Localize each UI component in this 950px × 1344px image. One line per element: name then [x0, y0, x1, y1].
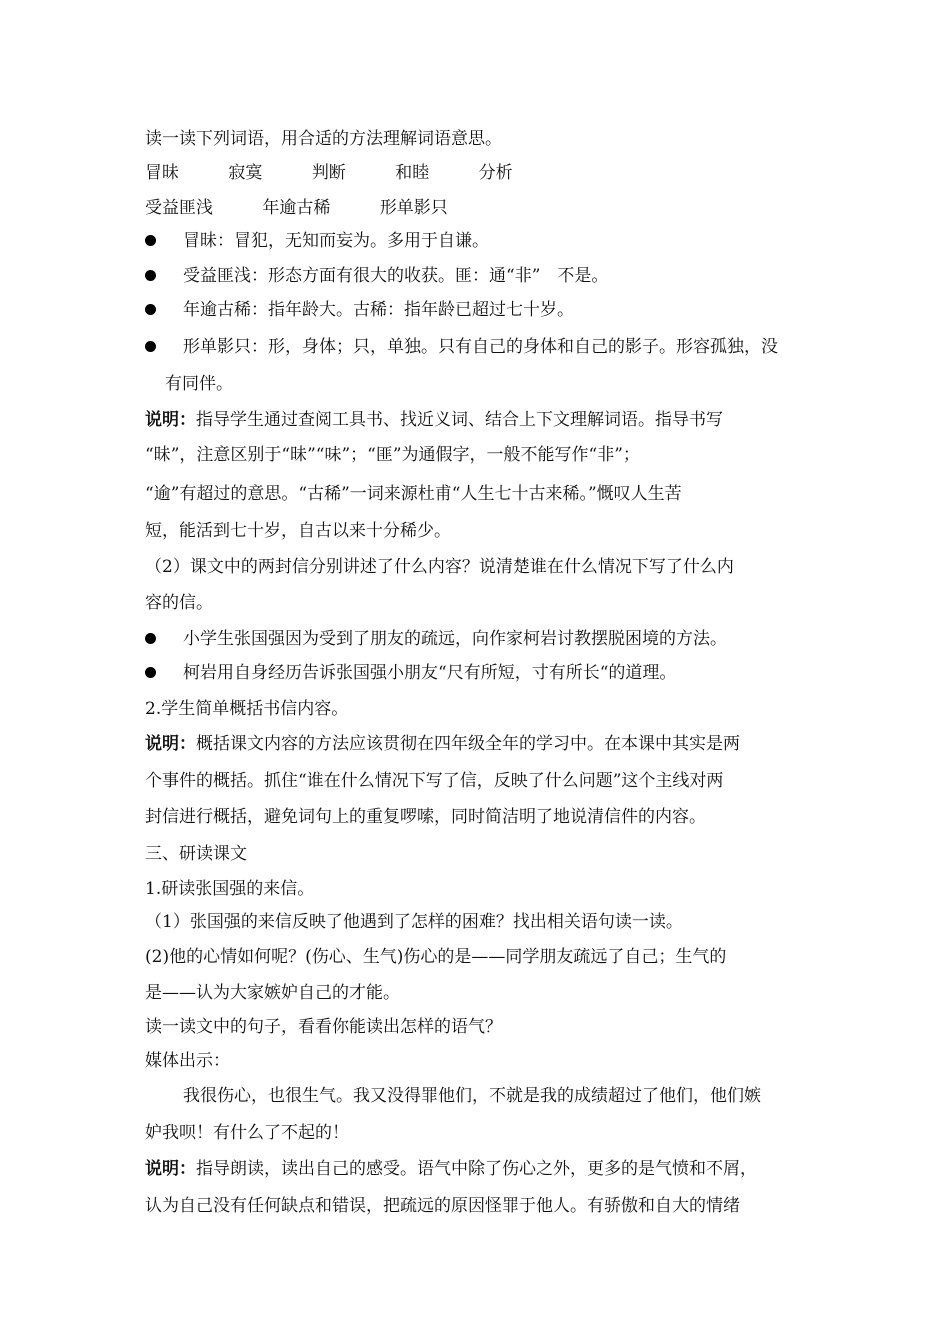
word: 分析	[478, 163, 513, 183]
step-line: 2.学生简单概括书信内容。	[145, 699, 349, 719]
bullet-item-continuation: 有同伴。	[165, 374, 233, 394]
question-line: （1）张国强的来信反映了他遇到了怎样的困难？找出相关语句读一读。	[145, 912, 683, 932]
note-line: 个事件的概括。抓住“谁在什么情况下写了信，反映了什么问题”这个主线对两	[145, 771, 724, 791]
question-line: 是——认为大家嫉妒自己的才能。	[145, 983, 400, 1003]
media-line: 媒体出示：	[145, 1051, 230, 1071]
bullet-icon	[145, 235, 156, 246]
word: 判断	[311, 163, 346, 183]
bullet-icon	[145, 667, 156, 678]
note-line: “逾”有超过的意思。“古稀”一词来源杜甫“人生七十古来稀。”慨叹人生苦	[145, 484, 682, 504]
note-label: 说明：	[145, 734, 196, 754]
bullet-item: 形单影只：形，身体；只，单独。只有自己的身体和自己的影子。形容孤独，没	[183, 337, 778, 357]
note-line: “昧”，注意区别于“昧”“味”；“匪”为通假字，一般不能写作“非”；	[145, 445, 640, 465]
note-text: 指导学生通过查阅工具书、找近义词、结合上下文理解词语。指导书写	[196, 410, 723, 430]
bullet-item: 受益匪浅：形态方面有很大的收获。匪：通“非” 不是。	[183, 266, 609, 286]
note-paragraph	[145, 409, 723, 431]
word-list-row-2	[145, 197, 448, 219]
bullet-icon	[145, 341, 156, 352]
note-line: 封信进行概括，避免词句上的重复啰嗦，同时简洁明了地说清信件的内容。	[145, 807, 706, 827]
word: 冒昧	[145, 163, 179, 183]
note-label: 说明：	[145, 410, 196, 430]
subsection-heading: 1.研读张国强的来信。	[145, 879, 315, 899]
bullet-icon	[145, 270, 156, 281]
bullet-item: 柯岩用自身经历告诉张国强小朋友“尺有所短，寸有所长“的道理。	[183, 663, 677, 683]
intro-line: 读一读下列词语，用合适的方法理解词语意思。	[145, 129, 502, 149]
word: 形单影只	[379, 198, 448, 218]
note-text: 指导朗读，读出自己的感受。语气中除了伤心之外，更多的是气愤和不屑，	[196, 1159, 757, 1179]
section-heading: 三、研读课文	[145, 844, 247, 864]
quote-line: 我很伤心，也很生气。我又没得罪他们，不就是我的成绩超过了他们，他们嫉	[183, 1086, 761, 1106]
bullet-icon	[145, 633, 156, 644]
word: 年逾古稀	[262, 198, 331, 218]
word: 和睦	[395, 163, 430, 183]
note-label: 说明：	[145, 1159, 196, 1179]
question-line: 容的信。	[145, 593, 213, 613]
bullet-item: 年逾古稀：指年龄大。古稀：指年龄已超过七十岁。	[183, 300, 574, 320]
word: 受益匪浅	[145, 198, 213, 218]
bullet-icon	[145, 304, 156, 315]
word-list-row-1	[145, 162, 513, 184]
note-line: 认为自己没有任何缺点和错误，把疏远的原因怪罪于他人。有骄傲和自大的情绪	[145, 1196, 740, 1216]
quote-line: 妒我呗！有什么了不起的！	[145, 1123, 349, 1143]
question-line: (2)他的心情如何呢？(伤心、生气)伤心的是——同学朋友疏远了自己；生气的	[145, 947, 727, 967]
note-paragraph	[145, 733, 740, 755]
prompt-line: 读一读文中的句子，看看你能读出怎样的语气？	[145, 1017, 502, 1037]
note-text: 概括课文内容的方法应该贯彻在四年级全年的学习中。在本课中其实是两	[196, 734, 740, 754]
question-line: （2）课文中的两封信分别讲述了什么内容？说清楚谁在什么情况下写了什么内	[145, 557, 734, 577]
bullet-item: 小学生张国强因为受到了朋友的疏远，向作家柯岩讨教摆脱困境的方法。	[183, 629, 727, 649]
note-paragraph	[145, 1158, 757, 1180]
word: 寂寞	[228, 163, 263, 183]
bullet-item: 冒昧：冒犯，无知而妄为。多用于自谦。	[183, 231, 489, 251]
note-line: 短，能活到七十岁，自古以来十分稀少。	[145, 521, 451, 541]
